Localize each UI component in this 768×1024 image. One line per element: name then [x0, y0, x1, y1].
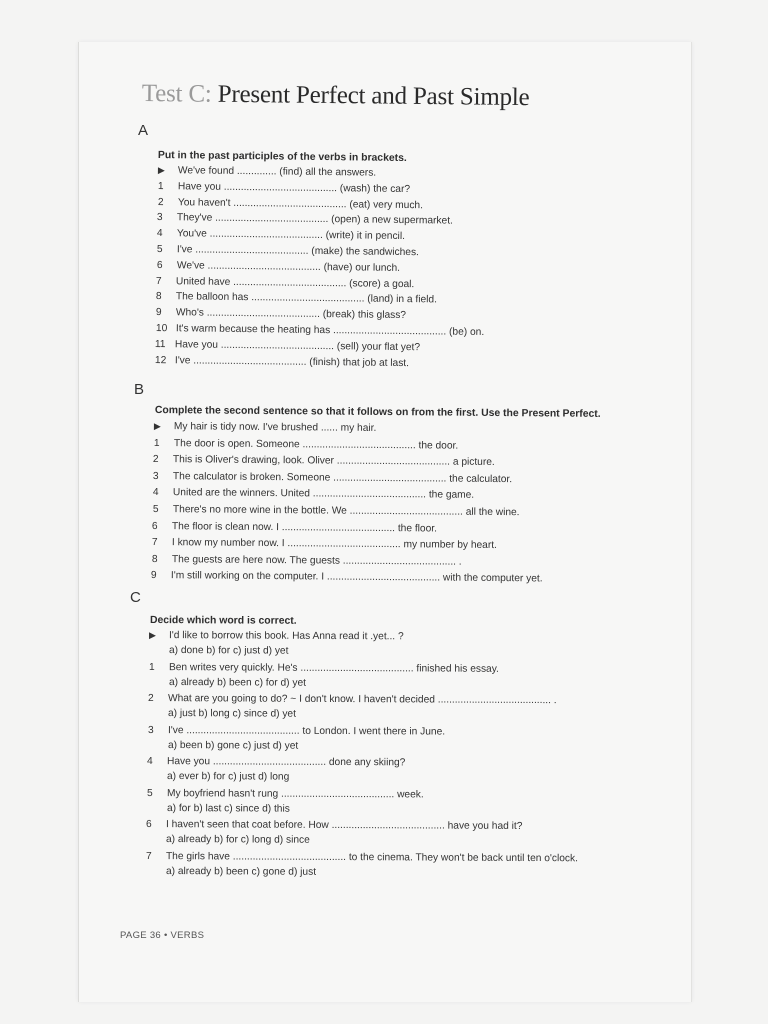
answer-options: a) ever b) for c) just d) long	[166, 771, 290, 783]
item-text: Have you ........................................ (sell) your flat yet?	[175, 339, 421, 354]
item-number: 1	[157, 180, 164, 192]
item-text: The floor is clean now. I ........................................ the floor.	[172, 520, 438, 535]
item-number: 9	[151, 570, 157, 582]
item-text: They've ........................................ (open) a new supermarket.	[177, 212, 454, 228]
item-text: I'm still working on the computer. I ........................................ with the computer yet.	[171, 570, 543, 585]
item-number: 4	[152, 487, 159, 499]
item-number: 6	[145, 819, 152, 831]
answer-options: a) just b) long c) since d) yet	[167, 708, 296, 720]
item-number: 7	[151, 537, 158, 549]
item-text: You haven't ........................................ (eat) very much.	[177, 196, 423, 211]
item-text: I've ........................................ to London. I went there in June.	[167, 724, 445, 738]
page-footer: PAGE 36 • VERBS	[120, 930, 205, 941]
item-number: 7	[145, 850, 152, 862]
question-item	[149, 630, 404, 642]
answer-options: a) been b) gone c) just d) yet	[167, 739, 298, 752]
item-number: 5	[146, 787, 153, 799]
item-text: I know my number now. I ........................................ my number by heart.	[171, 537, 497, 552]
item-text: It's warm because the heating has ........................................ (be) on.	[175, 323, 484, 339]
item-number: 8	[155, 291, 162, 303]
item-number: 2	[147, 693, 154, 705]
item-text: My boyfriend hasn't rung ........................................ week.	[166, 787, 424, 800]
section-a-letter: A	[138, 122, 149, 139]
item-number: 3	[157, 212, 163, 224]
item-text: I haven't seen that coat before. How ........................................ have you had it?	[165, 819, 523, 832]
answer-options: a) done b) for c) just d) yet	[168, 645, 289, 657]
item-number: 4	[156, 228, 163, 240]
section-b-letter: B	[134, 381, 145, 398]
item-text: What are you going to do? ~ I don't know. I haven't decided ........................................ .	[167, 693, 557, 707]
item-number: 3	[152, 470, 159, 482]
item-number: 6	[152, 520, 158, 532]
section-a-instruction: Put in the past participles of the verbs in brackets.	[157, 150, 407, 165]
item-number: 11	[155, 338, 166, 350]
section-c-letter: C	[130, 589, 141, 606]
item-number: 12	[154, 354, 167, 366]
item-text: The guests are here now. The guests ........................................ .	[171, 553, 462, 568]
item-number: 5	[156, 244, 163, 256]
answer-options: a) already b) for c) long d) since	[165, 834, 310, 846]
item-text: United are the winners. United ........................................ the game.	[172, 487, 475, 502]
example-arrow-icon: ▶	[157, 165, 165, 176]
item-number: 6	[156, 259, 163, 271]
item-number: 2	[153, 454, 160, 466]
item-text: I've ........................................ (make) the sandwiches.	[176, 244, 419, 259]
item-number: 4	[146, 756, 153, 768]
item-text: Have you ........................................ (wash) the car?	[177, 181, 410, 195]
question-item	[147, 725, 444, 738]
example-arrow-icon: ▶	[148, 630, 156, 641]
item-text: I'd like to borrow this book. Has Anna read it .yet... ?	[168, 630, 404, 643]
question-item	[148, 662, 498, 675]
item-number: 3	[147, 724, 154, 736]
item-text: There's no more wine in the bottle. We ........................................ all the wine.	[172, 504, 520, 519]
item-number: 7	[156, 275, 162, 287]
item-text: The door is open. Someone ........................................ the door.	[173, 437, 458, 452]
item-text: The girls have ........................................ to the cinema. They won't be back until ten o'clock.	[165, 850, 578, 864]
item-text: The balloon has ........................................ (land) in a field.	[175, 291, 438, 306]
item-text: Ben writes very quickly. He's ........................................ finished his essay.	[168, 661, 499, 675]
exercise-item	[152, 521, 437, 534]
item-text: We've ........................................ (have) our lunch.	[176, 260, 400, 274]
item-text: We've found .............. (find) all the answers.	[177, 165, 377, 179]
item-number: 10	[155, 323, 167, 335]
item-text: This is Oliver's drawing, look. Oliver ........................................ a picture.	[173, 454, 496, 469]
item-number: 5	[152, 504, 159, 516]
item-text: United have ........................................ (score) a goal.	[176, 275, 415, 290]
item-number: 1	[148, 661, 155, 673]
item-text: Who's ........................................ (break) this glass?	[175, 307, 406, 322]
item-text: You've ........................................ (write) it in pencil.	[176, 228, 406, 243]
question-item	[146, 788, 423, 800]
item-number: 2	[157, 196, 164, 208]
question-item	[145, 851, 577, 864]
answer-options: a) already b) been c) for d) yet	[168, 676, 306, 689]
exercise-item	[154, 421, 376, 434]
item-number: 8	[151, 553, 158, 565]
item-number: 9	[155, 307, 162, 319]
question-item	[146, 819, 522, 832]
answer-options: a) for b) last c) since d) this	[166, 802, 290, 815]
question-item	[147, 756, 405, 768]
item-number: 1	[153, 437, 160, 449]
question-item	[148, 693, 557, 706]
item-text: Have you ........................................ done any skiing?	[166, 756, 406, 769]
example-arrow-icon: ▶	[153, 421, 161, 432]
item-text: My hair is tidy now. I've brushed ...... my hair.	[173, 421, 377, 434]
page-title: Test C: Present Perfect and Past Simple	[141, 80, 530, 112]
answer-options: a) already b) been c) gone d) just	[165, 865, 316, 878]
section-c-instruction: Decide which word is correct.	[149, 615, 297, 627]
exercise-item	[154, 438, 458, 452]
section-b-instruction: Complete the second sentence so that it follows on from the first. Use the Present Perfect.	[154, 405, 601, 420]
item-text: I've ........................................ (finish) that job at last.	[174, 354, 410, 369]
item-text: The calculator is broken. Someone ........................................ the calculator.	[172, 470, 513, 485]
